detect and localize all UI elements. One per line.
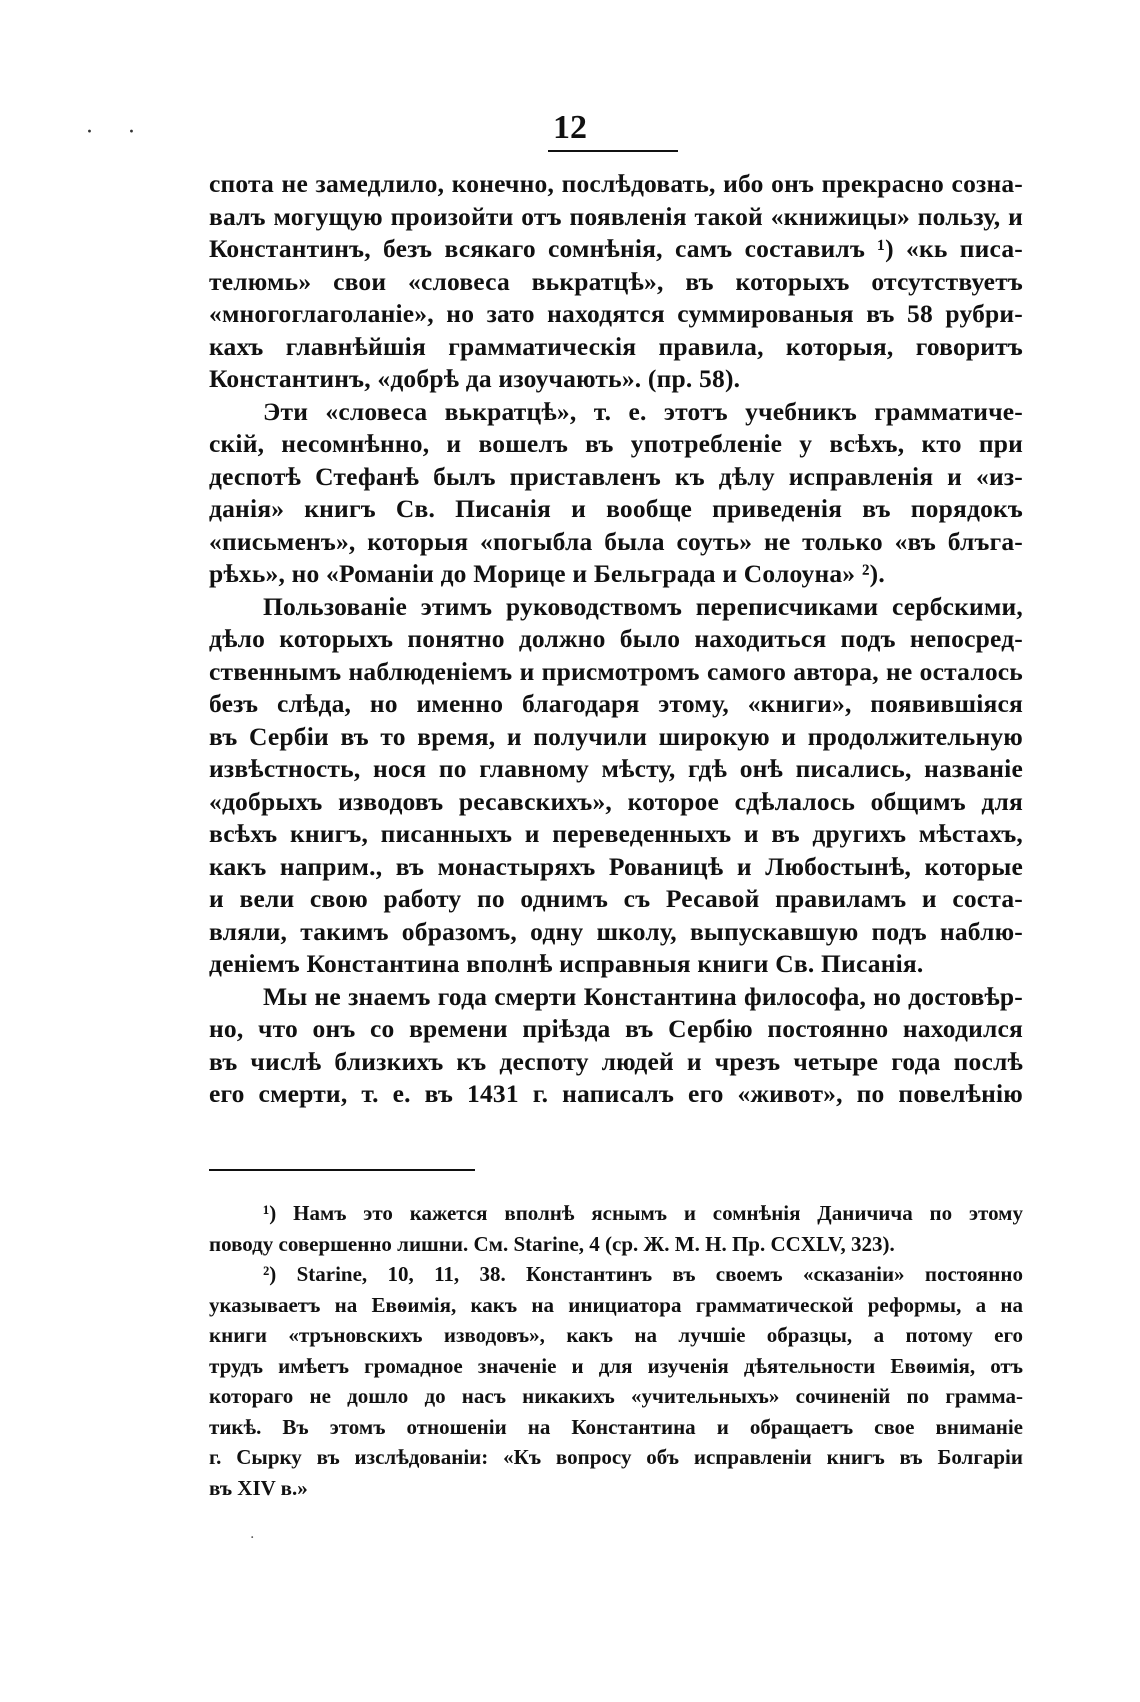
- text-line: деспотѣ Стефанѣ былъ приставленъ къ дѣлу исправленія и «из-: [209, 461, 1023, 491]
- footnote-line: указываетъ на Евѳимія, какъ на инициатора грамматической реформы, а на: [209, 1292, 1023, 1317]
- text-line: скій, несомнѣнно, и вошелъ въ употребленіе у всѣхъ, кто при: [209, 429, 1023, 458]
- page-number-underline: [548, 150, 678, 152]
- text-line: извѣстность, нося по главному мѣсту, гдѣ онѣ писались, названіе: [209, 754, 1023, 783]
- footnote-separator: [209, 1169, 475, 1171]
- text-line: рѣхь», но «Романіи до Морице и Бельграда и Солоуна» ²).: [209, 559, 885, 588]
- text-line: но, что онъ со времени пріѣзда въ Сербію постоянно находился: [209, 1014, 1023, 1043]
- stray-mark: ·: [250, 1530, 255, 1546]
- text-line: безъ слѣда, но именно благодаря этому, «книги», появившіяся: [209, 689, 1023, 718]
- text-line: «многоглаголаніе», но зато находятся суммированыя въ 58 рубри-: [209, 299, 1023, 328]
- footnote-line: въ XIV в.»: [209, 1475, 308, 1500]
- text-line: Мы не знаемъ года смерти Константина философа, но достовѣр-: [263, 981, 1023, 1011]
- margin-dots: · ·: [86, 120, 149, 145]
- text-line: валъ могущую произойти отъ появленія такой «книжицы» пользу, и: [209, 201, 1023, 231]
- text-line: его смерти, т. е. въ 1431 г. написалъ его «живот», по повелѣнію: [209, 1079, 1023, 1108]
- footnote-line: тикѣ. Въ этомъ отношеніи на Константина и обращаетъ свое вниманіе: [209, 1414, 1023, 1439]
- text-line: всѣхъ книгъ, писанныхъ и переведенныхъ и въ другихъ мѣстахъ,: [209, 819, 1023, 848]
- text-line: Эти «словеса вькратцѣ», т. е. этотъ учебникъ грамматиче-: [263, 396, 1023, 426]
- footnote-line: котораго не дошло до насъ никакихъ «учительныхъ» сочиненій по грамма-: [209, 1384, 1023, 1408]
- footnote-line: г. Сырку въ изслѣдованіи: «Къ вопросу объ исправленіи книгъ въ Болгаріи: [209, 1445, 1023, 1469]
- footnote-line: поводу совершенно лишни. См. Starine, 4 (ср. Ж. М. Н. Пр. CCXLV, 323).: [209, 1231, 895, 1256]
- text-line: Константинъ, безъ всякаго сомнѣнія, самъ составилъ ¹) «кь писа-: [209, 234, 1023, 263]
- footnote-line: ²) Starine, 10, 11, 38. Константинъ въ своемъ «сказаніи» постоянно: [263, 1262, 1023, 1286]
- text-line: дѣло которыхъ понятно должно было находиться подъ непосред-: [209, 624, 1023, 653]
- text-line: данія» книгъ Св. Писанія и вообще приведенія въ порядокъ: [209, 494, 1023, 523]
- main-text: [209, 168, 1023, 1111]
- footnote-line: ¹) Намъ это кажется вполнѣ яснымъ и сомнѣнія Даничича по этому: [263, 1201, 1023, 1225]
- text-line: Пользованіе этимъ руководствомъ переписчиками сербскими,: [263, 591, 1023, 621]
- footnote-line: книги «тръновскихъ изводовъ», какъ на лучшіе образцы, а потому его: [209, 1323, 1023, 1347]
- text-line: телюмь» свои «словеса вькратцѣ», въ которыхъ отсутствуетъ: [209, 266, 1023, 296]
- text-line: и вели свою работу по однимъ съ Ресавой правиламъ и соста-: [209, 884, 1023, 913]
- text-line: «добрыхъ изводовъ ресавскихъ», которое сдѣлалось общимъ для: [209, 786, 1023, 816]
- text-line: «письменъ», которыя «погыбла была соуть» не только «въ блъга-: [209, 526, 1023, 556]
- text-line: деніемъ Константина вполнѣ исправныя книги Св. Писанія.: [209, 949, 924, 978]
- page-number: 12: [553, 109, 587, 146]
- text-line: кахъ главнѣйшія грамматическія правила, которыя, говоритъ: [209, 331, 1023, 361]
- text-line: какъ наприм., въ монастыряхъ Рованицѣ и Любостынѣ, которые: [209, 851, 1023, 881]
- text-line: въ числѣ близкихъ къ деспоту людей и чрезъ четыре года послѣ: [209, 1046, 1023, 1076]
- footnote-line: трудъ имѣетъ громадное значеніе и для изученія дѣятельности Евѳимія, отъ: [209, 1353, 1023, 1378]
- text-line: ственнымъ наблюденіемъ и присмотромъ самого автора, не осталось: [209, 656, 1023, 686]
- text-line: вляли, такимъ образомъ, одну школу, выпускавшую подъ наблю-: [209, 916, 1023, 946]
- text-line: спота не замедлило, конечно, послѣдовать, ибо онъ прекрасно созна-: [209, 169, 1023, 198]
- text-line: Константинъ, «добрѣ да изоучають». (пр. 58).: [209, 364, 741, 393]
- footnotes: [209, 1198, 1023, 1503]
- text-line: въ Сербіи въ то время, и получили широкую и продолжительную: [209, 721, 1023, 751]
